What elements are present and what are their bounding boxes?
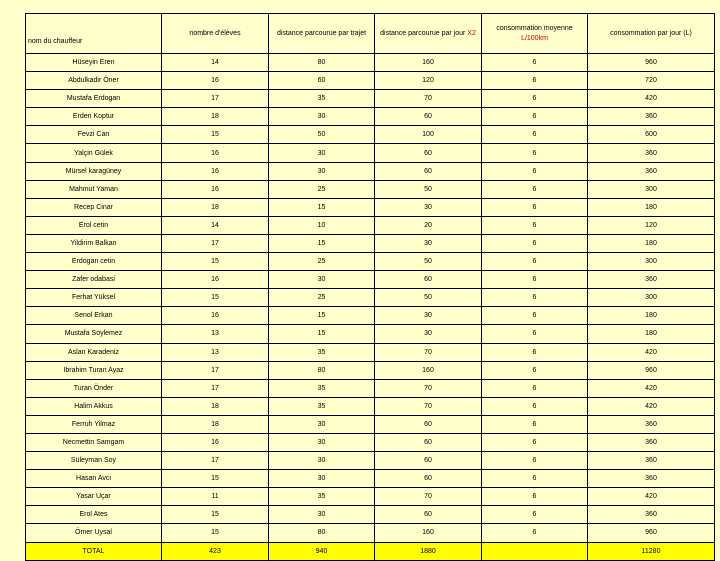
daily-consumption-cell: 180 [588, 198, 715, 216]
table-row [26, 234, 715, 252]
daily-consumption-cell: 360 [588, 415, 715, 433]
driver-name-cell: Halim Akkus [26, 397, 162, 415]
header-avg-consumption [482, 14, 588, 54]
students-cell: 16 [162, 162, 269, 180]
driver-name-cell: Erdogan cetin [26, 253, 162, 271]
trip-distance-cell: 30 [269, 108, 375, 126]
header-driver-name: nom du chauffeur [26, 14, 162, 54]
daily-distance-cell: 60 [375, 108, 482, 126]
total-avg-consumption [482, 542, 588, 560]
daily-consumption-cell: 720 [588, 72, 715, 90]
driver-name-cell: Turan Önder [26, 379, 162, 397]
avg-consumption-cell: 6 [482, 90, 588, 108]
avg-consumption-cell: 6 [482, 397, 588, 415]
driver-name-cell: Ferhat Yüksel [26, 289, 162, 307]
students-cell: 16 [162, 271, 269, 289]
daily-consumption-cell: 180 [588, 234, 715, 252]
trip-distance-cell: 35 [269, 90, 375, 108]
avg-consumption-cell: 6 [482, 452, 588, 470]
total-trip-distance: 940 [269, 542, 375, 560]
trip-distance-cell: 35 [269, 343, 375, 361]
daily-distance-cell: 30 [375, 307, 482, 325]
avg-consumption-cell: 6 [482, 343, 588, 361]
avg-consumption-cell: 6 [482, 524, 588, 542]
driver-name-cell: Mahmut Yaman [26, 180, 162, 198]
avg-consumption-cell: 6 [482, 361, 588, 379]
total-daily-consumption: 11280 [588, 542, 715, 560]
driver-name-cell: Senol Erkan [26, 307, 162, 325]
daily-distance-cell: 60 [375, 452, 482, 470]
table-row [26, 397, 715, 415]
driver-name-cell: Ömer Uysal [26, 524, 162, 542]
driver-name-cell: Hasan Avci [26, 470, 162, 488]
driver-name-cell: Fevzi Can [26, 126, 162, 144]
daily-distance-cell: 160 [375, 524, 482, 542]
daily-consumption-cell: 180 [588, 325, 715, 343]
daily-consumption-cell: 180 [588, 307, 715, 325]
students-cell: 17 [162, 90, 269, 108]
daily-consumption-cell: 960 [588, 54, 715, 72]
header-trip-distance: distance parcourue par trajet [269, 14, 375, 54]
daily-consumption-cell: 300 [588, 180, 715, 198]
trip-distance-cell: 25 [269, 253, 375, 271]
trip-distance-cell: 80 [269, 524, 375, 542]
table-row [26, 361, 715, 379]
trip-distance-cell: 30 [269, 144, 375, 162]
total-students: 423 [162, 542, 269, 560]
students-cell: 17 [162, 452, 269, 470]
driver-name-cell: Mustafa Soylemez [26, 325, 162, 343]
daily-distance-cell: 70 [375, 343, 482, 361]
table-row [26, 271, 715, 289]
avg-consumption-cell: 6 [482, 72, 588, 90]
students-cell: 17 [162, 234, 269, 252]
avg-consumption-cell: 6 [482, 488, 588, 506]
header-daily-distance-multiplier: X2 [467, 29, 476, 37]
students-cell: 17 [162, 361, 269, 379]
header-daily-distance [375, 14, 482, 54]
trip-distance-cell: 30 [269, 415, 375, 433]
driver-name-cell: Ibrahim Turan Ayaz [26, 361, 162, 379]
students-cell: 18 [162, 397, 269, 415]
avg-consumption-cell: 6 [482, 415, 588, 433]
daily-consumption-cell: 360 [588, 452, 715, 470]
driver-name-cell: Süleyman Soy [26, 452, 162, 470]
students-cell: 15 [162, 126, 269, 144]
daily-consumption-cell: 420 [588, 90, 715, 108]
students-cell: 15 [162, 506, 269, 524]
daily-consumption-cell: 420 [588, 343, 715, 361]
driver-name-cell: Mürsel karagüney [26, 162, 162, 180]
daily-distance-cell: 50 [375, 289, 482, 307]
avg-consumption-cell: 6 [482, 271, 588, 289]
daily-consumption-cell: 960 [588, 361, 715, 379]
trip-distance-cell: 50 [269, 126, 375, 144]
avg-consumption-cell: 6 [482, 198, 588, 216]
students-cell: 18 [162, 108, 269, 126]
table-row [26, 452, 715, 470]
header-students: nombre d'élèves [162, 14, 269, 54]
daily-distance-cell: 60 [375, 433, 482, 451]
daily-consumption-cell: 360 [588, 271, 715, 289]
students-cell: 15 [162, 524, 269, 542]
driver-name-cell: Abdulkadir Öner [26, 72, 162, 90]
total-daily-distance: 1880 [375, 542, 482, 560]
driver-consumption-table [25, 13, 715, 561]
students-cell: 14 [162, 54, 269, 72]
total-label: TOTAL [26, 542, 162, 560]
avg-consumption-cell: 6 [482, 433, 588, 451]
table-row [26, 470, 715, 488]
table-row [26, 506, 715, 524]
trip-distance-cell: 60 [269, 72, 375, 90]
students-cell: 15 [162, 253, 269, 271]
daily-distance-cell: 50 [375, 180, 482, 198]
daily-distance-cell: 100 [375, 126, 482, 144]
driver-name-cell: Recep Cinar [26, 198, 162, 216]
daily-consumption-cell: 300 [588, 289, 715, 307]
header-avg-consumption-label: consommation moyenne [496, 24, 573, 32]
driver-name-cell: Erol Ates [26, 506, 162, 524]
table-row [26, 415, 715, 433]
table-row [26, 198, 715, 216]
daily-distance-cell: 70 [375, 379, 482, 397]
driver-name-cell: Aslan Karadeniz [26, 343, 162, 361]
trip-distance-cell: 30 [269, 433, 375, 451]
table-row [26, 72, 715, 90]
daily-consumption-cell: 360 [588, 162, 715, 180]
students-cell: 15 [162, 289, 269, 307]
trip-distance-cell: 15 [269, 307, 375, 325]
avg-consumption-cell: 6 [482, 379, 588, 397]
daily-distance-cell: 60 [375, 271, 482, 289]
daily-consumption-cell: 600 [588, 126, 715, 144]
trip-distance-cell: 25 [269, 180, 375, 198]
trip-distance-cell: 15 [269, 325, 375, 343]
trip-distance-cell: 80 [269, 54, 375, 72]
students-cell: 16 [162, 433, 269, 451]
driver-name-cell: Hüseyin Eren [26, 54, 162, 72]
avg-consumption-cell: 6 [482, 108, 588, 126]
daily-distance-cell: 60 [375, 506, 482, 524]
daily-consumption-cell: 360 [588, 433, 715, 451]
daily-distance-cell: 70 [375, 90, 482, 108]
driver-name-cell: Erol cetin [26, 216, 162, 234]
daily-consumption-cell: 420 [588, 488, 715, 506]
daily-consumption-cell: 360 [588, 108, 715, 126]
students-cell: 16 [162, 307, 269, 325]
trip-distance-cell: 10 [269, 216, 375, 234]
trip-distance-cell: 35 [269, 397, 375, 415]
students-cell: 11 [162, 488, 269, 506]
daily-distance-cell: 30 [375, 325, 482, 343]
daily-distance-cell: 70 [375, 397, 482, 415]
students-cell: 17 [162, 379, 269, 397]
trip-distance-cell: 15 [269, 198, 375, 216]
trip-distance-cell: 35 [269, 379, 375, 397]
avg-consumption-cell: 6 [482, 506, 588, 524]
avg-consumption-cell: 6 [482, 144, 588, 162]
table-row [26, 325, 715, 343]
daily-consumption-cell: 360 [588, 470, 715, 488]
table-row [26, 433, 715, 451]
driver-name-cell: Necmettin Samgam [26, 433, 162, 451]
trip-distance-cell: 80 [269, 361, 375, 379]
students-cell: 15 [162, 470, 269, 488]
daily-consumption-cell: 420 [588, 397, 715, 415]
trip-distance-cell: 35 [269, 488, 375, 506]
table-row [26, 216, 715, 234]
daily-distance-cell: 60 [375, 470, 482, 488]
trip-distance-cell: 30 [269, 506, 375, 524]
daily-consumption-cell: 420 [588, 379, 715, 397]
students-cell: 13 [162, 325, 269, 343]
table-row [26, 253, 715, 271]
header-avg-consumption-unit: L/100km [521, 34, 548, 42]
daily-distance-cell: 50 [375, 253, 482, 271]
daily-consumption-cell: 300 [588, 253, 715, 271]
table-row [26, 524, 715, 542]
daily-consumption-cell: 360 [588, 506, 715, 524]
driver-name-cell: Zafer odabasi [26, 271, 162, 289]
trip-distance-cell: 25 [269, 289, 375, 307]
trip-distance-cell: 30 [269, 470, 375, 488]
trip-distance-cell: 15 [269, 234, 375, 252]
students-cell: 18 [162, 415, 269, 433]
header-row [26, 14, 715, 54]
daily-distance-cell: 30 [375, 234, 482, 252]
daily-distance-cell: 20 [375, 216, 482, 234]
table-row [26, 90, 715, 108]
students-cell: 16 [162, 144, 269, 162]
table-row [26, 379, 715, 397]
daily-distance-cell: 70 [375, 488, 482, 506]
daily-consumption-cell: 960 [588, 524, 715, 542]
header-daily-distance-label: distance parcourue par jour [380, 29, 466, 37]
trip-distance-cell: 30 [269, 452, 375, 470]
driver-name-cell: Mustafa Erdogan [26, 90, 162, 108]
driver-name-cell: Yasar Uçar [26, 488, 162, 506]
avg-consumption-cell: 6 [482, 54, 588, 72]
daily-distance-cell: 160 [375, 361, 482, 379]
trip-distance-cell: 30 [269, 162, 375, 180]
daily-distance-cell: 120 [375, 72, 482, 90]
daily-distance-cell: 30 [375, 198, 482, 216]
driver-name-cell: Yildirim Balkan [26, 234, 162, 252]
table-row [26, 54, 715, 72]
avg-consumption-cell: 6 [482, 162, 588, 180]
students-cell: 18 [162, 198, 269, 216]
table-row [26, 126, 715, 144]
table-row [26, 307, 715, 325]
avg-consumption-cell: 6 [482, 325, 588, 343]
avg-consumption-cell: 6 [482, 470, 588, 488]
header-daily-consumption: consommation par jour (L) [588, 14, 715, 54]
table-row [26, 162, 715, 180]
total-row [26, 542, 715, 560]
avg-consumption-cell: 6 [482, 307, 588, 325]
daily-distance-cell: 60 [375, 415, 482, 433]
avg-consumption-cell: 6 [482, 216, 588, 234]
driver-name-cell: Ferruh Yilmaz [26, 415, 162, 433]
daily-distance-cell: 160 [375, 54, 482, 72]
daily-consumption-cell: 360 [588, 144, 715, 162]
students-cell: 14 [162, 216, 269, 234]
daily-distance-cell: 60 [375, 144, 482, 162]
table-row [26, 343, 715, 361]
students-cell: 16 [162, 180, 269, 198]
trip-distance-cell: 30 [269, 271, 375, 289]
table-row [26, 144, 715, 162]
table-row [26, 180, 715, 198]
table-row [26, 289, 715, 307]
avg-consumption-cell: 6 [482, 234, 588, 252]
table-row [26, 108, 715, 126]
avg-consumption-cell: 6 [482, 253, 588, 271]
avg-consumption-cell: 6 [482, 289, 588, 307]
driver-name-cell: Yalçin Gülek [26, 144, 162, 162]
avg-consumption-cell: 6 [482, 180, 588, 198]
students-cell: 16 [162, 72, 269, 90]
daily-distance-cell: 60 [375, 162, 482, 180]
driver-name-cell: Erden Koptur [26, 108, 162, 126]
table-row [26, 488, 715, 506]
daily-consumption-cell: 120 [588, 216, 715, 234]
students-cell: 13 [162, 343, 269, 361]
avg-consumption-cell: 6 [482, 126, 588, 144]
